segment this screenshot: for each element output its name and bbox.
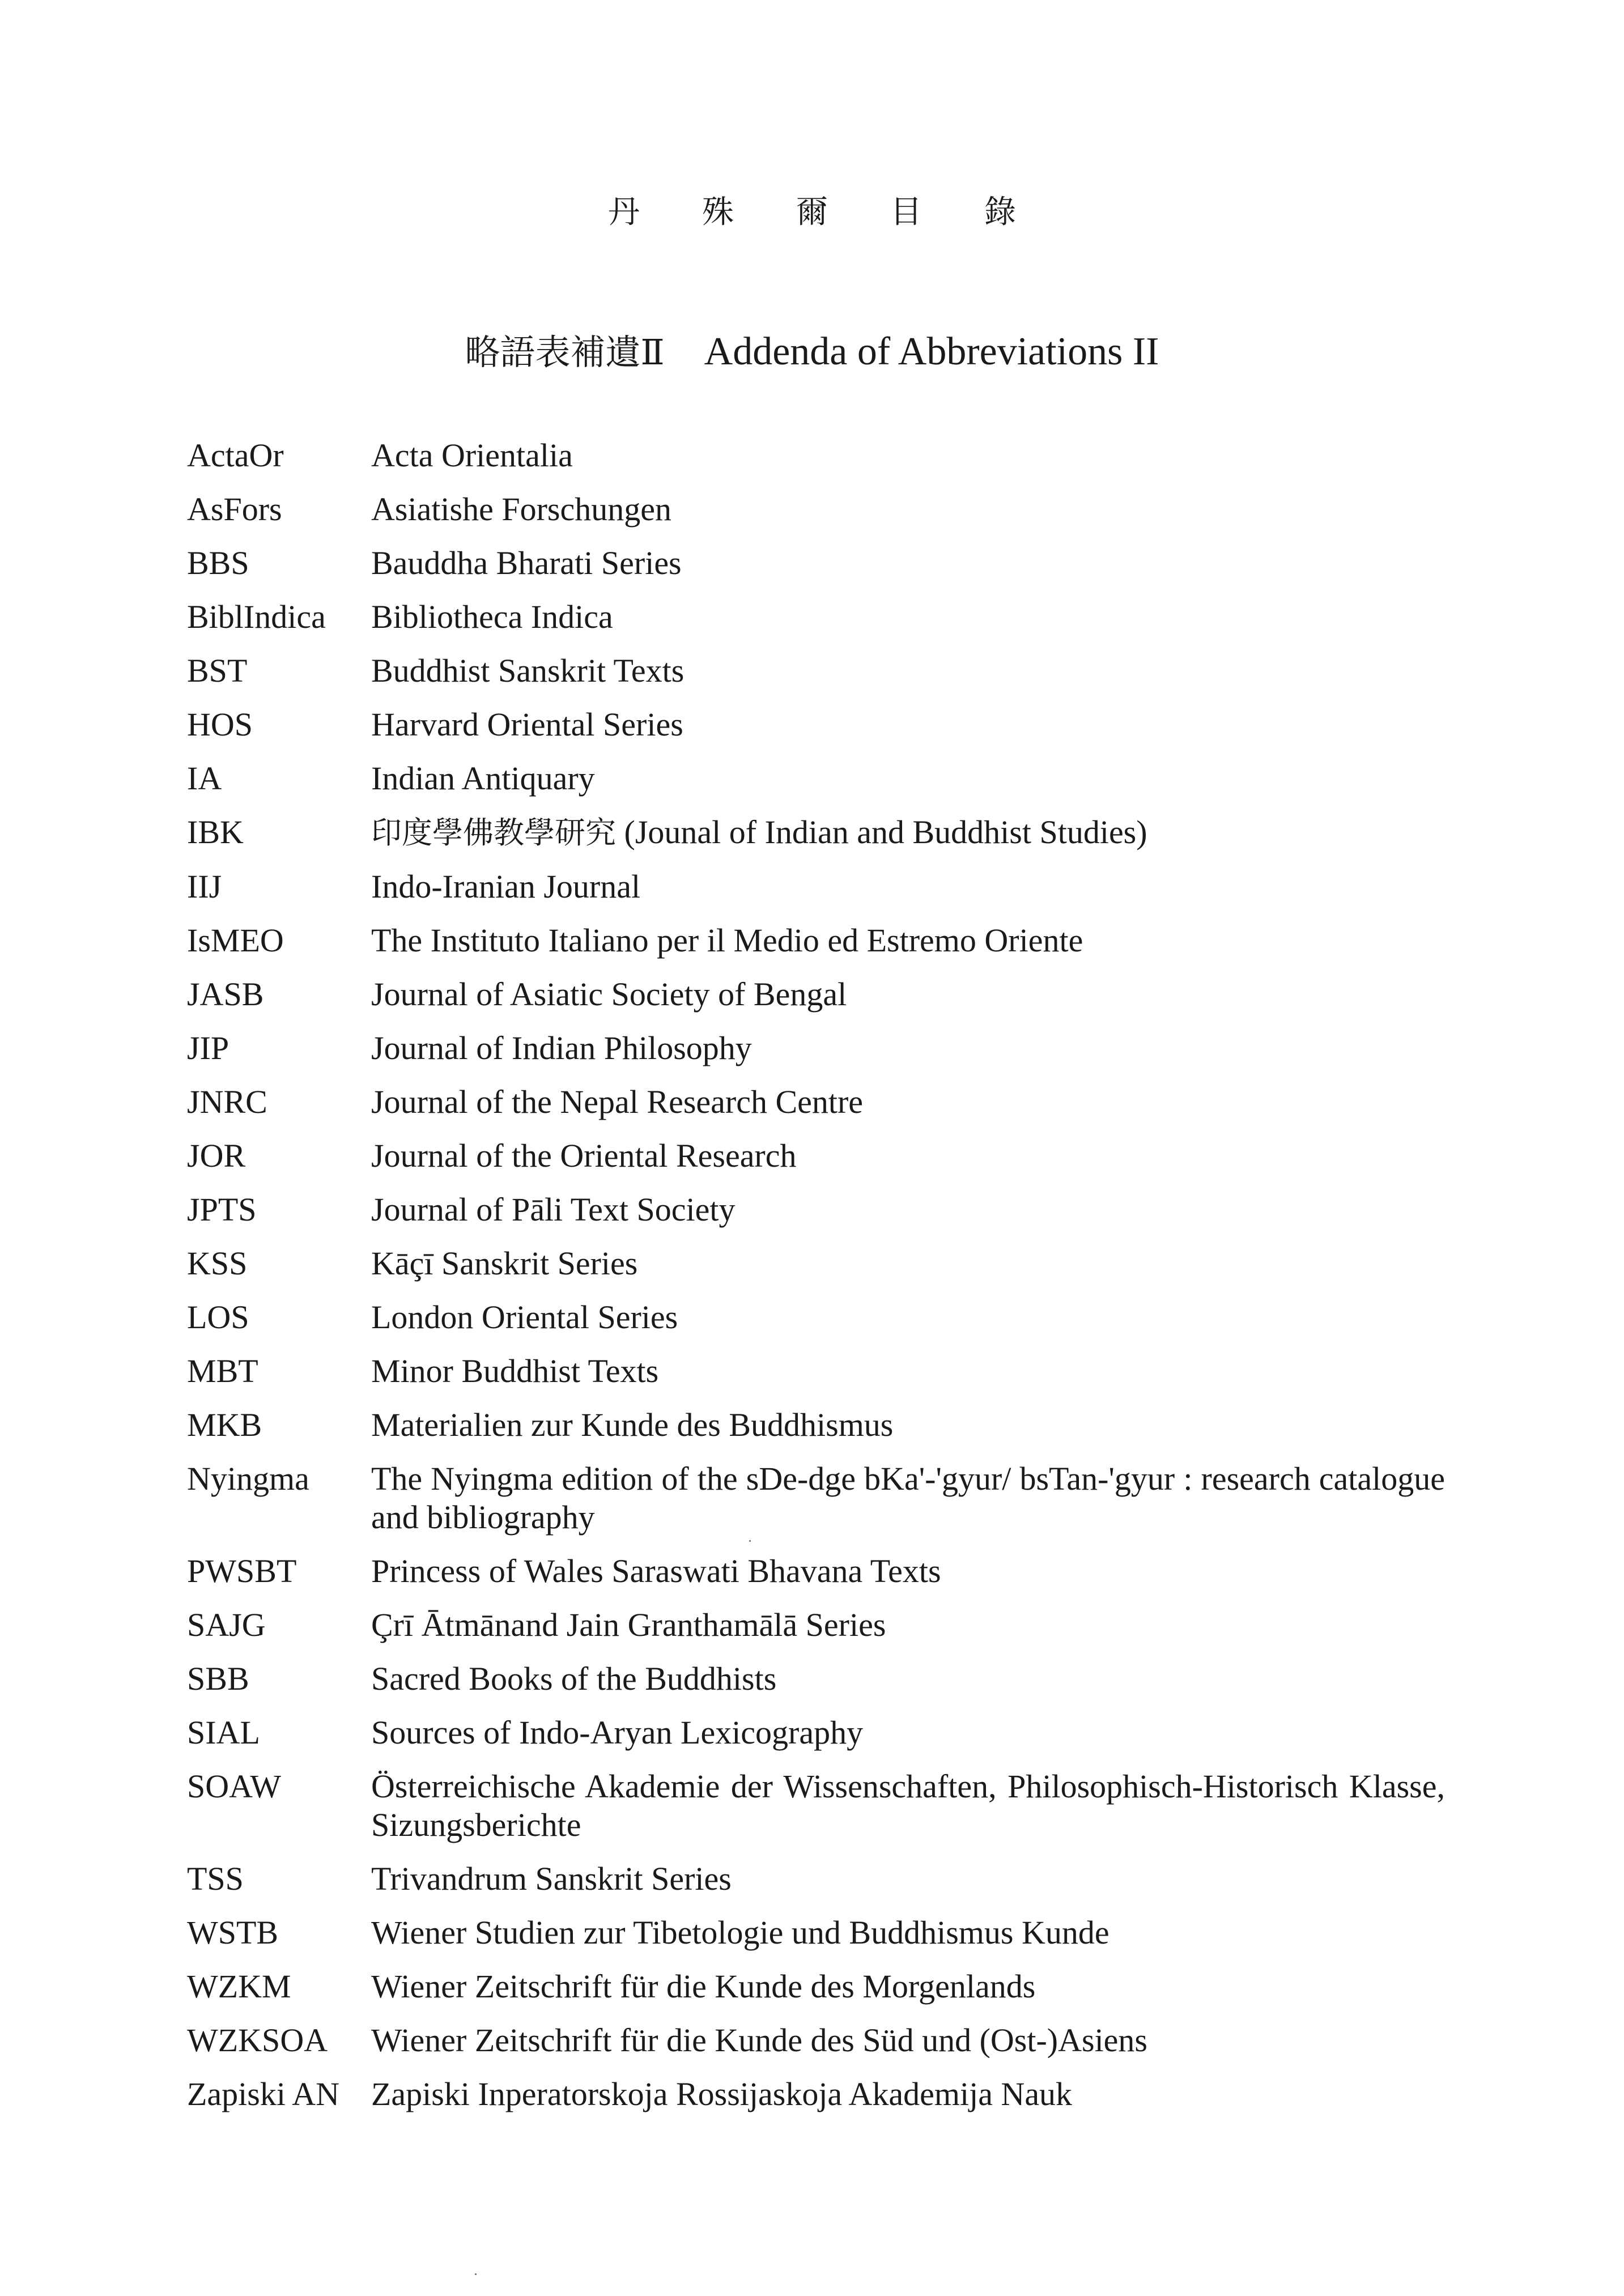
abbreviation-row (187, 1190, 1445, 1229)
abbreviation-key: Zapiski AN (187, 2076, 340, 2112)
abbreviation-row (187, 1914, 1445, 1952)
abbreviation-expansion: Princess of Wales Saraswati Bhavana Texts (371, 1553, 941, 1589)
abbreviation-row (187, 759, 1445, 798)
running-header: 丹殊爾目錄 (608, 194, 1078, 231)
abbreviation-expansion: Österreichische Akademie der Wissenschaften, Philosophisch-Historisch Klasse, Sizungsberichte (371, 1768, 1445, 1843)
abbreviation-row (187, 1298, 1445, 1337)
abbreviation-row (187, 1767, 1445, 1844)
abbreviation-expansion: Journal of the Nepal Research Centre (371, 1083, 864, 1120)
abbreviation-expansion: Buddhist Sanskrit Texts (371, 652, 685, 689)
abbreviation-expansion: Kāçī Sanskrit Series (371, 1245, 638, 1282)
abbreviation-expansion: Materialien zur Kunde des Buddhismus (371, 1406, 894, 1443)
abbreviation-row (187, 1460, 1445, 1537)
abbreviation-expansion: Wiener Zeitschrift für die Kunde des Morgenlands (371, 1968, 1036, 2005)
abbreviation-expansion: Acta Orientalia (371, 437, 573, 474)
abbreviation-row (187, 1660, 1445, 1698)
abbreviation-expansion: Minor Buddhist Texts (371, 1353, 659, 1389)
abbreviation-expansion: Indian Antiquary (371, 760, 595, 797)
abbreviation-row (187, 2075, 1445, 2114)
abbreviation-key: JIP (187, 1030, 229, 1066)
title-japanese: 略語表補遺Ⅱ (465, 331, 665, 373)
abbreviation-key: TSS (187, 1860, 244, 1897)
abbreviation-expansion: Indo-Iranian Journal (371, 868, 641, 905)
abbreviation-expansion: Wiener Zeitschrift für die Kunde des Süd und (Ost-)Asiens (371, 2022, 1147, 2059)
abbreviation-row (187, 705, 1445, 744)
abbreviation-row (187, 490, 1445, 529)
abbreviation-expansion: Çrī Ātmānand Jain Granthamālā Series (371, 1606, 886, 1643)
scan-speck (475, 2273, 477, 2275)
abbreviation-expansion: Trivandrum Sanskrit Series (371, 1860, 732, 1897)
abbreviation-key: JASB (187, 976, 264, 1013)
abbreviation-expansion: The Instituto Italiano per il Medio ed Estremo Oriente (371, 922, 1083, 959)
abbreviation-key: IBK (187, 814, 244, 851)
abbreviation-row (187, 975, 1445, 1014)
abbreviation-expansion: Harvard Oriental Series (371, 706, 683, 743)
abbreviation-row (187, 1606, 1445, 1644)
abbreviation-key: SBB (187, 1660, 249, 1697)
abbreviation-key: BST (187, 652, 248, 689)
abbreviation-key: IIJ (187, 868, 222, 905)
abbreviation-key: KSS (187, 1245, 248, 1282)
page-title (0, 324, 1624, 375)
abbreviation-key: SOAW (187, 1768, 282, 1805)
abbreviation-expansion: Journal of the Oriental Research (371, 1137, 797, 1174)
abbreviation-key: SIAL (187, 1714, 260, 1751)
abbreviation-key: BiblIndica (187, 598, 326, 635)
abbreviation-key: ActaOr (187, 437, 284, 474)
abbreviation-row (187, 1244, 1445, 1283)
abbreviation-expansion: Zapiski Inperatorskoja Rossijaskoja Akademija Nauk (371, 2076, 1073, 2112)
abbreviation-expansion: Bauddha Bharati Series (371, 545, 682, 581)
abbreviation-key: SAJG (187, 1606, 266, 1643)
abbreviation-key: JPTS (187, 1191, 257, 1228)
abbreviation-expansion: Bibliotheca Indica (371, 598, 613, 635)
abbreviation-row (187, 1714, 1445, 1752)
abbreviation-row (187, 1967, 1445, 2006)
abbreviation-row (187, 1406, 1445, 1444)
abbreviation-expansion: Journal of Pāli Text Society (371, 1191, 736, 1228)
abbreviation-expansion: Asiatishe Forschungen (371, 491, 671, 528)
abbreviation-row (187, 1083, 1445, 1121)
abbreviation-key: BBS (187, 545, 249, 581)
abbreviation-expansion: Journal of Asiatic Society of Bengal (371, 976, 847, 1013)
abbreviation-key: MKB (187, 1406, 262, 1443)
abbreviation-expansion-latin: (Jounal of Indian and Buddhist Studies) (616, 814, 1147, 851)
abbreviation-expansion: Sources of Indo-Aryan Lexicography (371, 1714, 864, 1751)
abbreviation-key: LOS (187, 1299, 249, 1336)
abbreviation-expansion: London Oriental Series (371, 1299, 678, 1336)
abbreviation-expansion: Sacred Books of the Buddhists (371, 1660, 777, 1697)
scan-speck (749, 1540, 751, 1542)
abbreviation-row (187, 921, 1445, 960)
abbreviation-row (187, 544, 1445, 582)
abbreviation-row (187, 813, 1445, 852)
abbreviation-key: IsMEO (187, 922, 284, 959)
abbreviation-key: IA (187, 760, 222, 797)
abbreviation-row (187, 2021, 1445, 2060)
abbreviation-key: JNRC (187, 1083, 267, 1120)
abbreviation-key: HOS (187, 706, 253, 743)
abbreviation-expansion-cjk: 印度學佛教學研究 (371, 815, 616, 851)
abbreviation-expansion: Journal of Indian Philosophy (371, 1030, 752, 1066)
abbreviation-row (187, 436, 1445, 475)
abbreviation-row (187, 652, 1445, 690)
abbreviation-expansion (371, 813, 1445, 852)
abbreviation-row (187, 1137, 1445, 1175)
abbreviation-row (187, 1029, 1445, 1068)
abbreviation-key: WZKM (187, 1968, 291, 2005)
abbreviation-row (187, 1352, 1445, 1391)
abbreviation-row (187, 1860, 1445, 1898)
abbreviation-key: MBT (187, 1353, 258, 1389)
abbreviation-key: AsFors (187, 491, 282, 528)
abbreviation-key: JOR (187, 1137, 246, 1174)
abbreviation-key: PWSBT (187, 1553, 297, 1589)
abbreviation-expansion: Wiener Studien zur Tibetologie und Buddhismus Kunde (371, 1914, 1109, 1951)
abbreviation-list (187, 436, 1445, 2129)
abbreviation-key: WSTB (187, 1914, 279, 1951)
abbreviation-key: WZKSOA (187, 2022, 328, 2059)
abbreviation-key: Nyingma (187, 1460, 309, 1497)
title-english: Addenda of Abbreviations II (704, 330, 1159, 373)
abbreviation-expansion: The Nyingma edition of the sDe-dge bKa'-'gyur/ bsTan-'gyur : research catalogue and bibliography (371, 1460, 1445, 1536)
abbreviation-row (187, 868, 1445, 906)
abbreviation-row (187, 598, 1445, 636)
abbreviation-row (187, 1552, 1445, 1591)
